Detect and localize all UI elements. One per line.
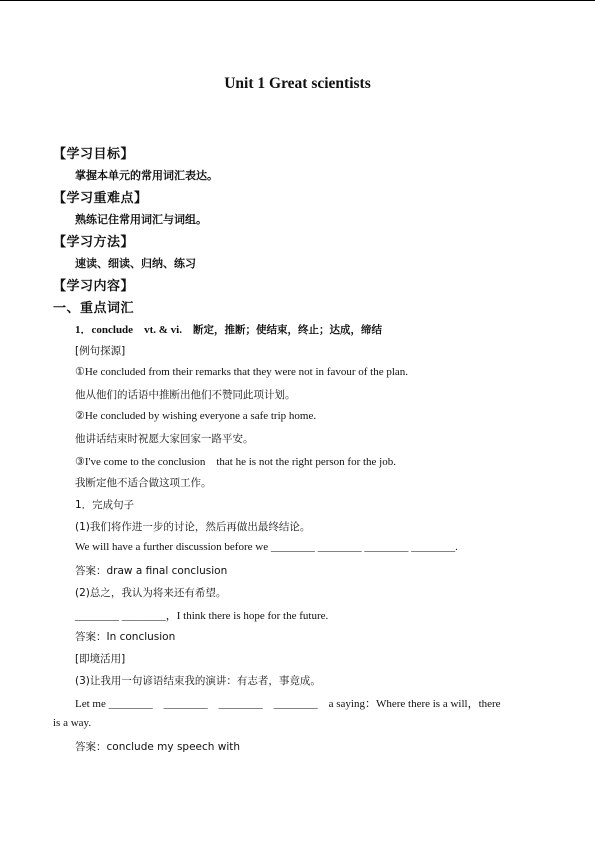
example-3-en: ③I've come to the conclusion that he is not the right person for the job. [75, 456, 396, 468]
exercise-2-answer: 答案：In conclusion [75, 631, 176, 643]
practice-label: [即境活用] [75, 653, 126, 665]
exercise-3-answer: 答案：conclude my speech with [75, 741, 241, 753]
example-3-zh: 我断定他不适合做这项工作。 [75, 477, 212, 489]
entry-word: conclude [91, 324, 134, 336]
example-1-zh: 他从他们的话语中推断出他们不赞同此项计划。 [75, 389, 296, 401]
exercise-1-prompt: (1)我们将作进一步的讨论，然后再做出最终结论。 [75, 521, 311, 533]
exercise-2-blank: ________ ________，I think there is hope for the future. [75, 610, 329, 622]
page-title: Unit 1 Great scientists [224, 75, 371, 92]
content-heading: 【学习内容】 [53, 279, 135, 294]
method-text: 速读、细读、归纳、练习 [75, 257, 196, 270]
entry-pos: vt. & vi. [144, 324, 182, 336]
entry-meaning: 断定，推断；使结束，终止；达成，缔结 [192, 324, 382, 336]
example-2-en: ②He concluded by wishing everyone a safe trip home. [75, 410, 317, 422]
goal-text: 掌握本单元的常用词汇表达。 [75, 169, 218, 182]
key-points-heading: 【学习重难点】 [53, 191, 148, 206]
exercise-1-answer: 答案：draw a final conclusion [75, 565, 228, 577]
method-heading: 【学习方法】 [53, 235, 135, 250]
key-points-text: 熟练记住常用词汇与词组。 [75, 213, 207, 226]
exercise-3-blank-cont: is a way. [53, 717, 92, 729]
part1-heading: 一、重点词汇 [53, 301, 135, 316]
exercise-heading: 1．完成句子 [75, 499, 135, 511]
example-source-label: [例句探源] [75, 345, 126, 357]
exercise-1-blank: We will have a further discussion before we ________ ________ ________ ________. [75, 541, 458, 553]
exercise-3-prompt: (3)让我用一句谚语结束我的演讲：有志者，事竟成。 [75, 675, 321, 687]
example-1-en: ①He concluded from their remarks that they were not in favour of the plan. [75, 366, 409, 378]
example-2-zh: 他讲话结束时祝愿大家回家一路平安。 [75, 433, 254, 445]
exercise-3-blank: Let me ________ ________ ________ ________ a saying：Where there is a will，there [75, 698, 501, 710]
goal-heading: 【学习目标】 [53, 147, 135, 162]
vocab-entry [75, 321, 382, 337]
exercise-2-prompt: (2)总之，我认为将来还有希望。 [75, 587, 227, 599]
entry-number: 1． [75, 324, 92, 336]
